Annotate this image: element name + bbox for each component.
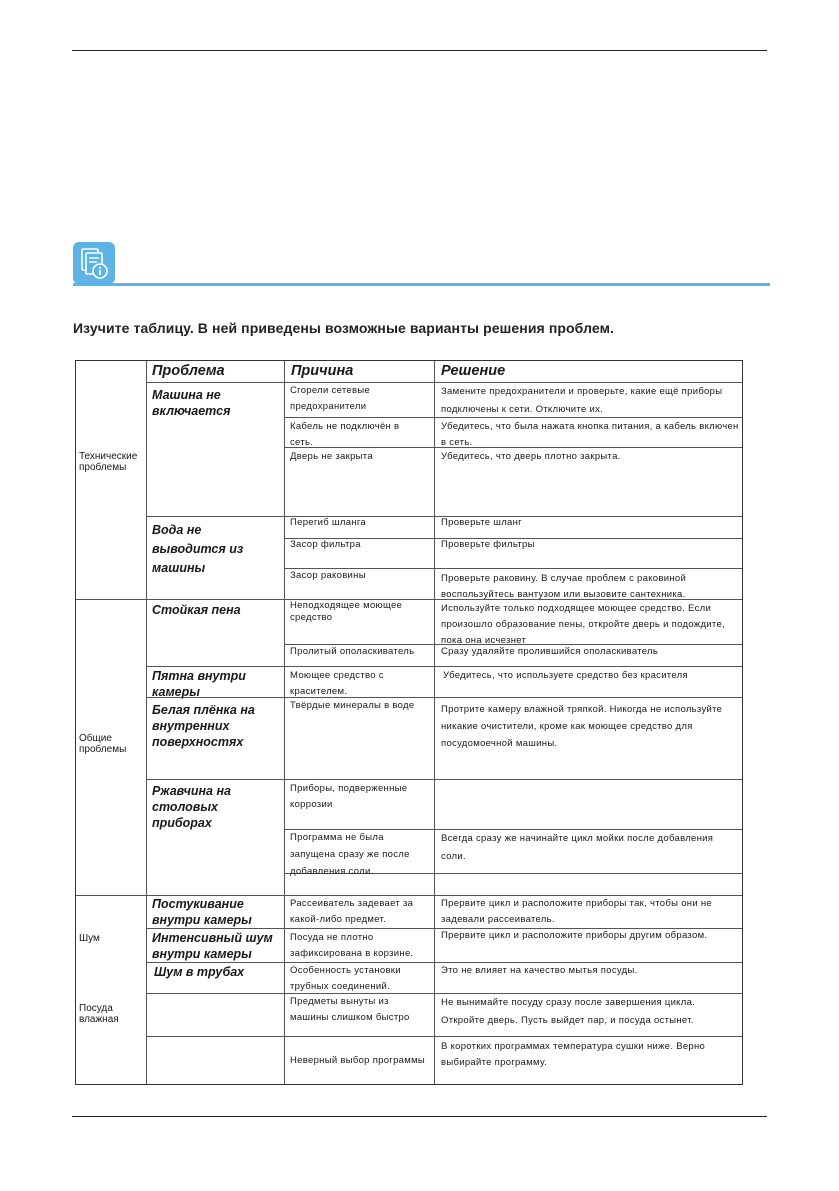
solution-door: Убедитесь, что дверь плотно закрыта.: [441, 451, 621, 462]
cause-basket: Посуда не плотно зафиксирована в корзине.: [290, 932, 414, 959]
cause-rinse-aid: Пролитый ополаскиватель: [290, 646, 415, 657]
section-divider: [73, 283, 770, 286]
solution-basket: Прервите цикл и расположите приборы другим образом.: [441, 930, 708, 941]
solution-hose: Проверьте шланг: [441, 517, 522, 528]
cause-corrosion: Приборы, подверженные коррозии: [290, 783, 408, 810]
category-noise: Шум: [79, 933, 100, 944]
cause-sprayer: Рассеиватель задевает за какой-либо предмет.: [290, 898, 414, 925]
solution-pipes: Это не влияет на качество мытья посуды.: [441, 965, 638, 976]
problem-no-power: Машина не включается: [152, 388, 231, 418]
cause-detergent: Неподходящее моющее средство: [290, 600, 403, 623]
cause-sink: Засор раковины: [290, 570, 366, 581]
problem-spots: Пятна внутри камеры: [152, 669, 246, 699]
problem-no-drain: Вода не выводится из машины: [152, 523, 244, 575]
category-technical: Технические проблемы: [79, 451, 138, 473]
problem-pipe-noise: Шум в трубах: [154, 965, 245, 979]
category-general: Общие проблемы: [79, 733, 127, 755]
header-rule: [72, 50, 767, 51]
solution-sink: Проверьте раковину. В случае проблем с раковиной воспользуйтесь вантузом или вызовите сантехника.: [441, 573, 687, 600]
problem-foam: Стойкая пена: [152, 603, 241, 617]
problem-loud-noise: Интенсивный шум внутри камеры: [152, 931, 273, 961]
cause-hose: Перегиб шланга: [290, 517, 366, 528]
problem-knocking: Постукивание внутри камеры: [152, 897, 252, 927]
intro-text: Изучите таблицу. В ней приведены возможные варианты решения проблем.: [73, 320, 615, 336]
cause-salt: Программа не была запущена сразу же после добавления соли.: [290, 832, 410, 877]
cause-filter: Засор фильтра: [290, 539, 361, 550]
footer-rule: [72, 1116, 767, 1117]
cause-door: Дверь не закрыта: [290, 451, 373, 462]
cause-pipes: Особенность установки трубных соединений.: [290, 965, 401, 992]
problem-white-film: Белая плёнка на внутренних поверхностях: [152, 703, 255, 749]
header-problem: Проблема: [152, 363, 225, 379]
troubleshooting-table: [75, 360, 743, 1085]
cause-minerals: Твёрдые минералы в воде: [290, 700, 415, 711]
solution-program: В коротких программах температура сушки ниже. Верно выбирайте программу.: [441, 1041, 706, 1068]
header-solution: Решение: [441, 363, 506, 379]
solution-early-unload: Не вынимайте посуду сразу после завершения цикла. Откройте дверь. Пусть выйдет пар, и посуда остынет.: [441, 997, 696, 1026]
solution-sprayer: Прервите цикл и расположите приборы так, чтобы они не задевали рассеиватель.: [441, 898, 712, 925]
cause-cable: Кабель не подключён в сеть.: [290, 421, 400, 448]
solution-fuses: Замените предохранители и проверьте, какие ещё приборы подключены к сети. Отключите их.: [441, 386, 723, 415]
cause-fuses: Сгорели сетевые предохранители: [290, 385, 371, 412]
solution-minerals: Протрите камеру влажной тряпкой. Никогда не используйте никакие очистители, кроме как моющее средство для посудомоечной машины.: [441, 704, 723, 749]
category-wet: Посуда влажная: [79, 1003, 119, 1025]
solution-cable: Убедитесь, что была нажата кнопка питания, а кабель включен в сеть.: [441, 421, 739, 448]
cause-program: Неверный выбор программы: [290, 1055, 426, 1066]
info-document-icon: [73, 242, 115, 284]
cause-dye: Моющее средство с красителем.: [290, 670, 384, 697]
cause-early-unload: Предметы вынуты из машины слишком быстро: [290, 996, 410, 1023]
problem-rust: Ржавчина на столовых приборах: [152, 784, 231, 830]
solution-rinse-aid: Сразу удаляйте пролившийся ополаскиватель: [441, 646, 659, 657]
header-cause: Причина: [291, 363, 354, 379]
solution-dye: Убедитесь, что используете средство без красителя: [443, 670, 688, 681]
solution-detergent: Используйте только подходящее моющее средство. Если произошло образование пены, откройте дверь и подождите, пока она исчезнет: [441, 603, 725, 646]
solution-salt: Всегда сразу же начинайте цикл мойки после добавления соли.: [441, 833, 714, 862]
solution-filter: Проверьте фильтры: [441, 539, 535, 550]
